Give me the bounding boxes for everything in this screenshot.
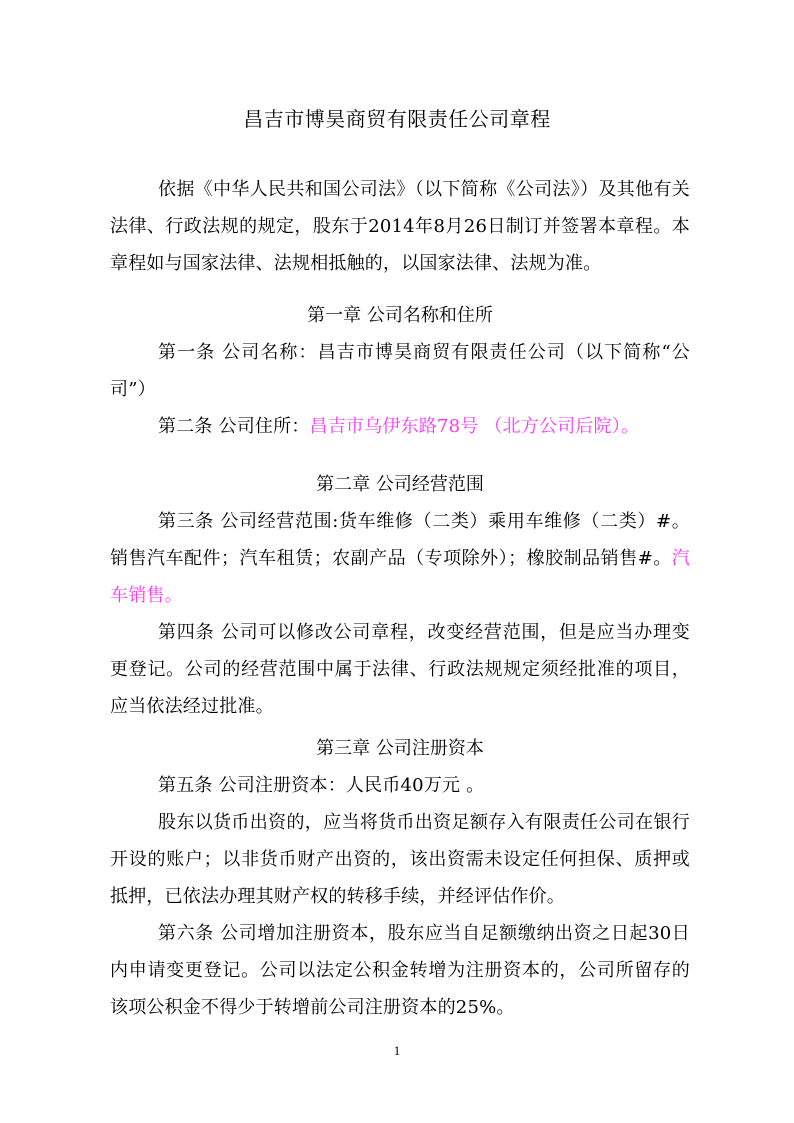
preamble-paragraph: 依据《中华人民共和国公司法》（以下简称《公司法》）及其他有关法律、行政法规的规定，股东于2014年8月26日制订并签署本章程。本章程如与国家法律、法规相抵触的，以国家法律、法规为准。 (110, 179, 690, 274)
preamble-block (110, 171, 690, 282)
document-title: 昌吉市博昊商贸有限责任公司章程 (243, 107, 551, 131)
article-1: 第一条 公司名称：昌吉市博昊商贸有限责任公司（以下简称“公司”） (110, 342, 690, 400)
article-2 (110, 408, 690, 445)
article-2-label: 第二条 公司住所： (158, 416, 310, 437)
page-number: 1 (393, 1043, 401, 1058)
article-3 (110, 503, 690, 614)
article-3-highlight: 汽车销售。 (110, 548, 690, 606)
capital-contribution-paragraph: 股东以货币出资的，应当将货币出资足额存入有限责任公司在银行开设的账户；以非货币财产出资的，该出资需未设定任何担保、质押或抵押，已依法办理其财产权的转移手续，并经评估作价。 (110, 812, 690, 907)
article-5: 第五条 公司注册资本：人民币40万元 。 (158, 775, 485, 796)
chapter-3-heading: 第三章 公司注册资本 (316, 738, 484, 759)
article-4: 第四条 公司可以修改公司章程，改变经营范围，但是应当办理变更登记。公司的经营范围中属于法律、行政法规规定须经批准的项目，应当依法经过批准。 (110, 622, 690, 717)
chapter-3 (110, 730, 690, 1026)
article-2-address: 昌吉市乌伊东路78号 （北方公司后院）。 (309, 416, 640, 437)
chapter-1-heading: 第一章 公司名称和住所 (307, 305, 493, 326)
chapter-2-heading: 第二章 公司经营范围 (316, 474, 484, 495)
article-3-text: 第三条 公司经营范围:货车维修（二类）乘用车维修（二类）#。销售汽车配件；汽车租赁；农副产品（专项除外）；橡胶制品销售#。 (110, 511, 690, 569)
chapter-1 (110, 297, 690, 445)
chapter-2 (110, 466, 690, 725)
article-6: 第六条 公司增加注册资本，股东应当自足额缴纳出资之日起30日内申请变更登记。公司以法定公积金转增为注册资本的，公司所留存的该项公积金不得少于转增前公司注册资本的25%。 (110, 923, 690, 1018)
